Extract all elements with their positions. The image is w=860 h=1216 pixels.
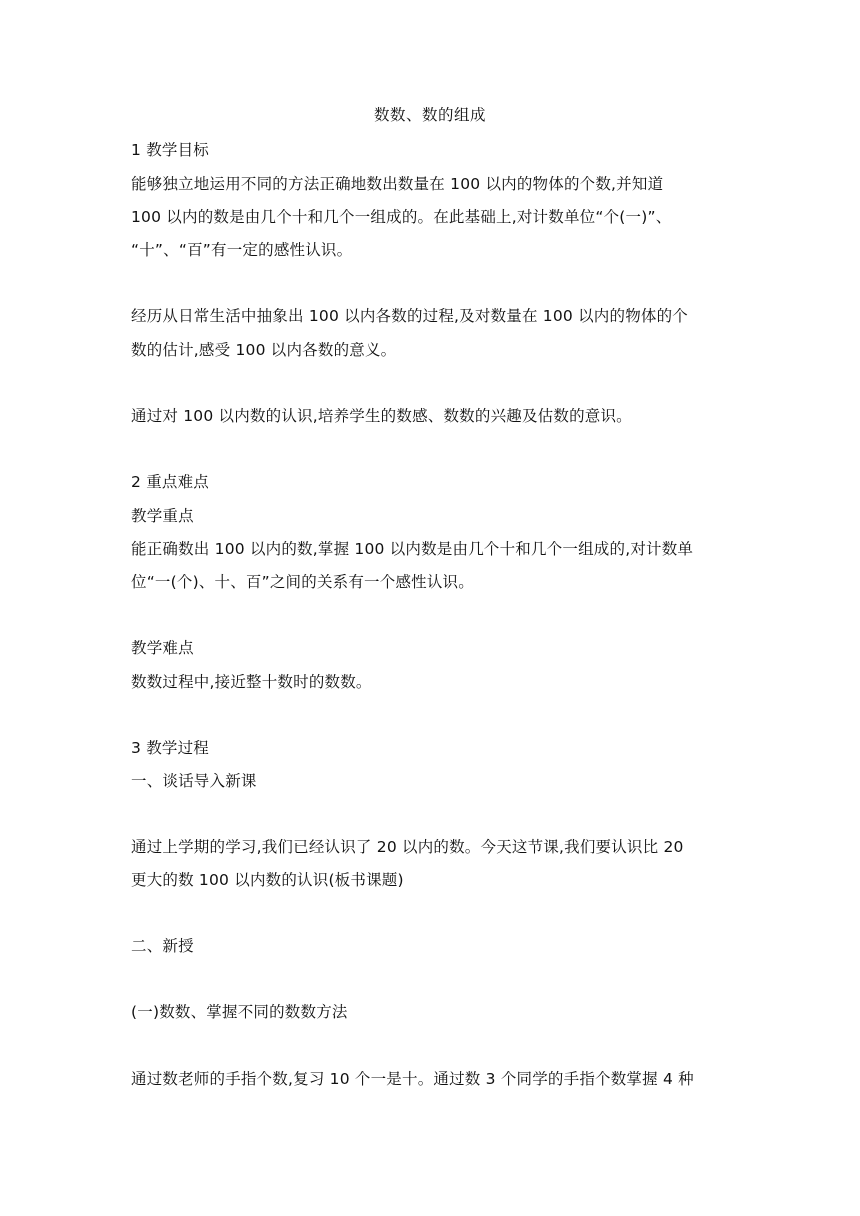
subheading-intro: 一、谈话导入新课 [131,772,257,790]
paragraph-line: 通过上学期的学习,我们已经认识了 20 以内的数。今天这节课,我们要认识比 20 [131,838,684,856]
paragraph-line: 经历从日常生活中抽象出 100 以内各数的过程,及对数量在 100 以内的物体的个 [131,307,689,325]
paragraph-line: “十”、“百”有一定的感性认识。 [131,241,353,259]
section-heading-objectives: 1 教学目标 [131,141,209,159]
paragraph-line: 更大的数 100 以内数的认识(板书课题) [131,871,404,889]
paragraph-line: 位“一(个)、十、百”之间的关系有一个感性认识。 [131,573,474,591]
paragraph-line: 能够独立地运用不同的方法正确地数出数量在 100 以内的物体的个数,并知道 [131,175,664,193]
section-heading-key-points: 2 重点难点 [131,473,209,491]
paragraph-line: 数的估计,感受 100 以内各数的意义。 [131,341,397,359]
document-title: 数数、数的组成 [373,106,486,124]
paragraph-line: 数数过程中,接近整十数时的数数。 [131,673,372,691]
paragraph-line: 能正确数出 100 以内的数,掌握 100 以内数是由几个十和几个一组成的,对计数单 [131,540,694,558]
paragraph-line: 通过对 100 以内数的认识,培养学生的数感、数数的兴趣及估数的意识。 [131,407,632,425]
section-heading-process: 3 教学过程 [131,739,209,757]
subheading-new-lesson: 二、新授 [131,937,194,955]
subheading-teaching-difficulty: 教学难点 [131,639,194,657]
paragraph-line: 通过数老师的手指个数,复习 10 个一是十。通过数 3 个同学的手指个数掌握 4 种 [131,1070,694,1088]
paragraph-line: 100 以内的数是由几个十和几个一组成的。在此基础上,对计数单位“个(一)”、 [131,208,672,226]
subheading-counting-methods: (一)数数、掌握不同的数数方法 [131,1003,348,1021]
subheading-teaching-focus: 教学重点 [131,507,194,525]
